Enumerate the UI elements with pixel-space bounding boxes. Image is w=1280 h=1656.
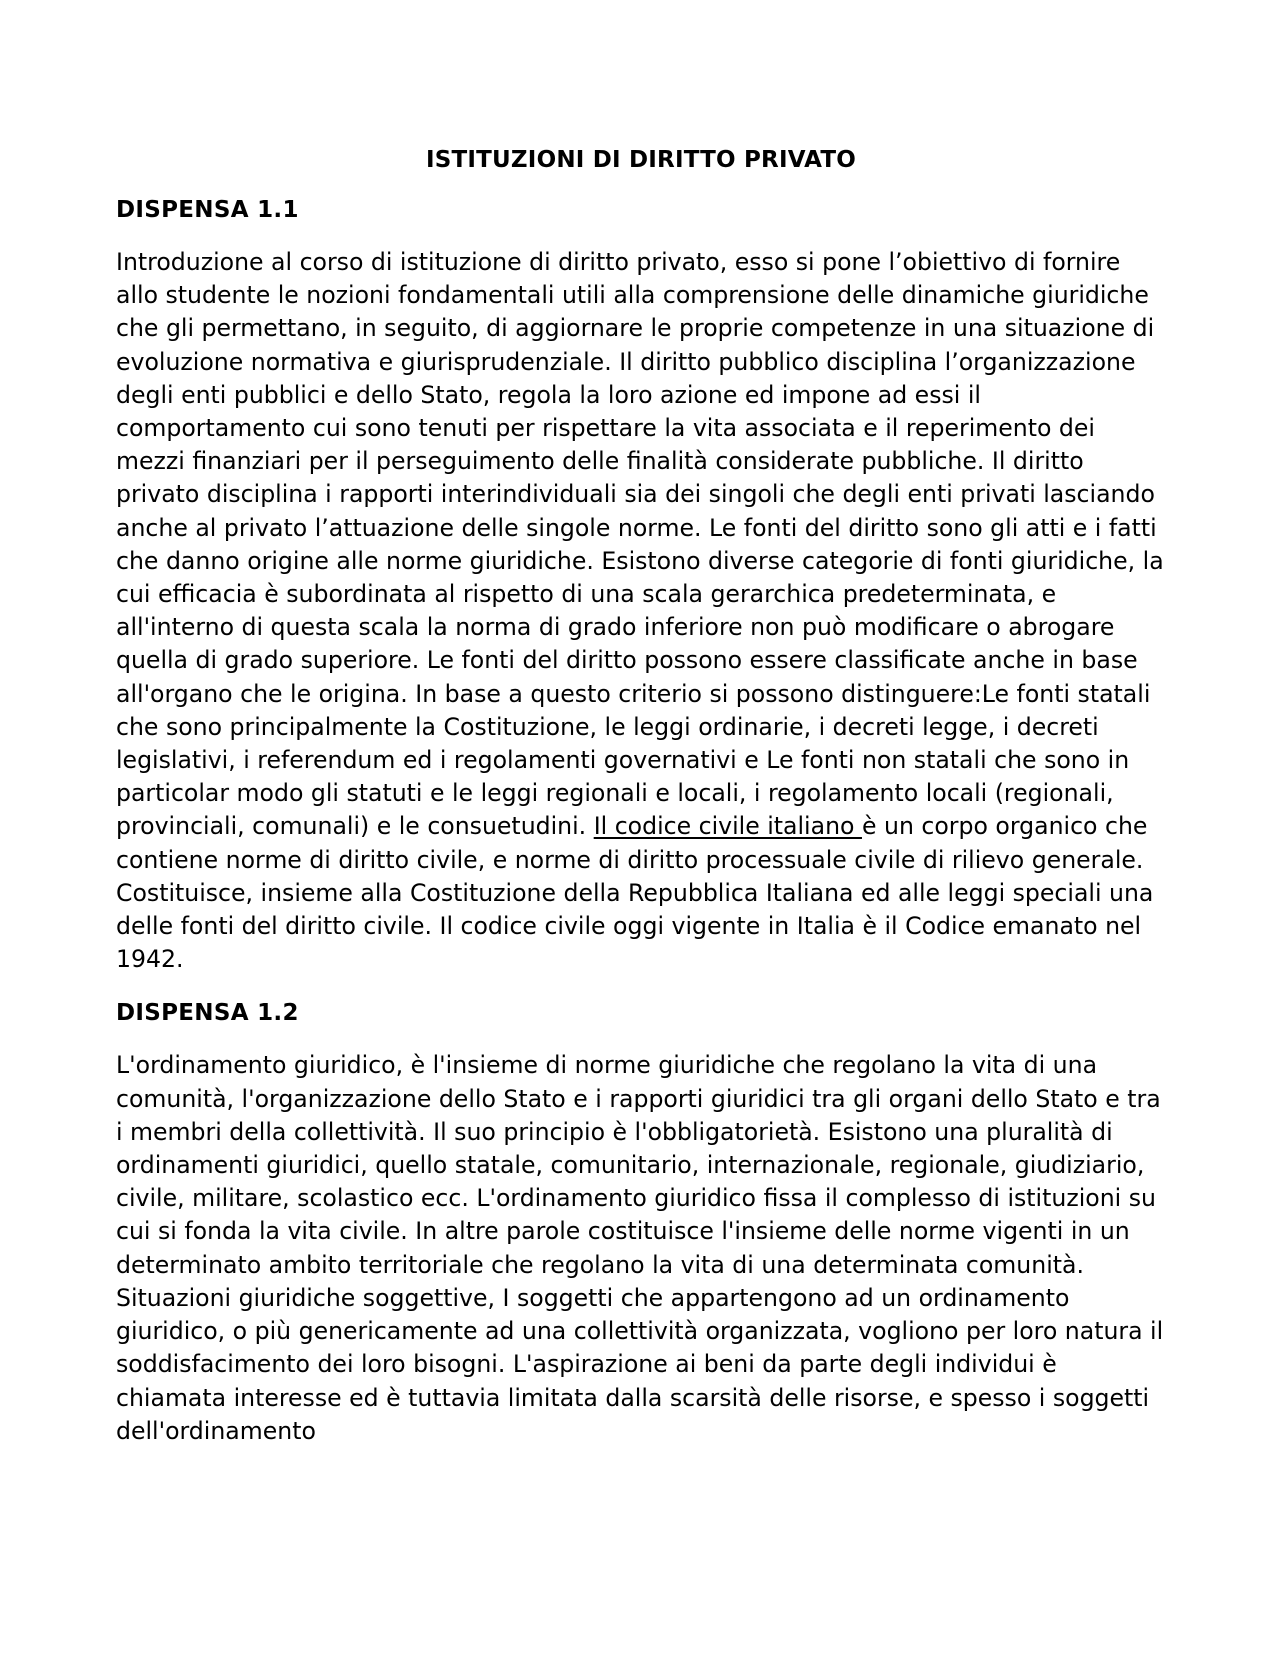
codice-civile-link[interactable]: Il codice civile italiano bbox=[593, 812, 862, 841]
paragraph-text-part: Introduzione al corso di istituzione di diritto privato, esso si pone l’obiettivo di fornire allo studente le nozioni fondamentali utili alla comprensione delle dinamiche giuridiche che gli permettano, in seguito, di aggiornare le proprie competenze in una situazione di evoluzione normativa e giurisprudenziale. Il diritto pubblico disciplina l’organizzazione degli enti pubblici e dello Stato, regola la loro azione ed impone ad essi il comportamento cui sono tenuti per rispettare la vita associata e il reperimento dei mezzi finanziari per il perseguimento delle finalità considerate pubbliche. Il diritto privato disciplina i rapporti interindividuali sia dei singoli che degli enti privati lasciando anche al privato l’attuazione delle singole norme. Le fonti del diritto sono gli atti e i fatti che danno origine alle norme giuridiche. Esistono diverse categorie di fonti giuridiche, la cui efficacia è subordinata al rispetto di una scala gerarchica predeterminata, e all'interno di questa scala la norma di grado inferiore non può modificare o abrogare quella di grado superiore. Le fonti del diritto possono essere classificate anche in base all'organo che le origina. In base a questo criterio si possono distinguere:Le fonti statali che sono principalmente la Costituzione, le leggi ordinarie, i decreti legge, i decreti legislativi, i referendum ed i regolamenti governativi e Le fonti non statali che sono in particolar modo gli statuti e le leggi regionali e locali, i regolamento locali (regionali, provinciali, comunali) e le consuetudini. bbox=[116, 248, 1164, 841]
paragraph-dispensa-1-1 bbox=[116, 246, 1166, 976]
paragraph-dispensa-1-2: L'ordinamento giuridico, è l'insieme di norme giuridiche che regolano la vita di una comunità, l'organizzazione dello Stato e i rapporti giuridici tra gli organi dello Stato e tra i membri della collettività. Il suo principio è l'obbligatorietà. Esistono una pluralità di ordinamenti giuridici, quello statale, comunitario, internazionale, regionale, giudiziario, civile, militare, scolastico ecc. L'ordinamento giuridico fissa il complesso di istituzioni su cui si fonda la vita civile. In altre parole costituisce l'insieme delle norme vigenti in un determinato ambito territoriale che regolano la vita di una determinata comunità. Situazioni giuridiche soggettive, I soggetti che appartengono ad un ordinamento giuridico, o più genericamente ad una collettività organizzata, vogliono per loro natura il soddisfacimento dei loro bisogni. L'aspirazione ai beni da parte degli individui è chiamata interesse ed è tuttavia limitata dalla scarsità delle risorse, e spesso i soggetti dell'ordinamento bbox=[116, 1051, 1164, 1445]
section-heading-dispensa-1-1: DISPENSA 1.1 bbox=[116, 197, 299, 223]
document-title: ISTITUZIONI DI DIRITTO PRIVATO bbox=[426, 147, 856, 173]
document-body bbox=[116, 144, 1166, 1469]
paragraph-text-part: è un corpo organico che contiene norme di diritto civile, e norme di diritto processuale civile di rilievo generale. Costituisce, insieme alla Costituzione della Repubblica Italiana ed alle leggi speciali una delle fonti del diritto civile. Il codice civile oggi vigente in Italia è il Codice emanato nel 1942. bbox=[116, 812, 1154, 974]
section-heading-dispensa-1-2: DISPENSA 1.2 bbox=[116, 1000, 299, 1027]
